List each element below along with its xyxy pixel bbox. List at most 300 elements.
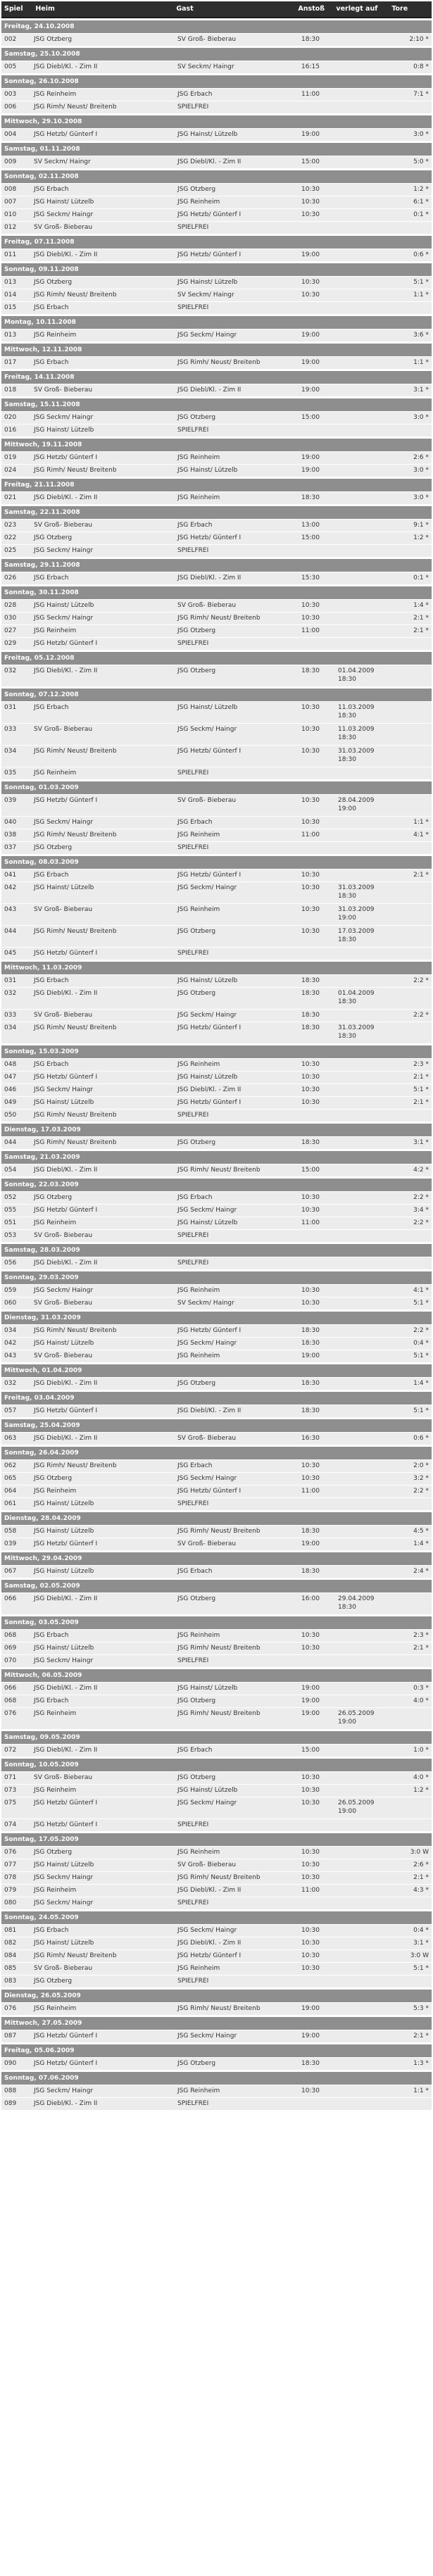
moved-to — [335, 1485, 390, 1497]
match-number: 060 — [4, 1300, 17, 1307]
moved-to — [335, 1885, 390, 1897]
kickoff-time: 11:00 — [301, 1887, 320, 1894]
home-team: JSG Erbach — [34, 359, 69, 366]
score: 2:2 * — [413, 1194, 429, 1201]
moved-to — [335, 1285, 390, 1297]
matchday-group — [1, 1831, 432, 1909]
matchday-date: Dienstag, 31.03.2009 — [1, 1309, 432, 1324]
kickoff-time: 19:00 — [301, 1685, 320, 1692]
match-row — [1, 816, 432, 829]
kickoff-time: 10:30 — [301, 2087, 320, 2094]
match-number: 063 — [4, 1435, 17, 1442]
match-number: 076 — [4, 2005, 17, 2012]
score: 1:1 * — [413, 359, 429, 366]
match-number: 044 — [4, 1139, 17, 1146]
home-team: JSG Diebl/Kl. - Zim II — [34, 2100, 98, 2107]
match-row — [1, 1350, 432, 1362]
kickoff-time: 10:30 — [301, 199, 320, 206]
matchday-date: Sonntag, 22.03.2009 — [1, 1176, 432, 1191]
moved-to — [335, 2030, 390, 2042]
match-number: 064 — [4, 1488, 17, 1495]
match-row — [1, 156, 432, 168]
score: 2:3 * — [413, 1632, 429, 1639]
kickoff-time — [299, 1257, 335, 1269]
away-team: JSG Rimh/ Neust/ Breitenb — [177, 615, 261, 622]
matchday-group — [1, 1417, 432, 1445]
matchday-date: Sonntag, 29.03.2009 — [1, 1269, 432, 1284]
home-team: JSG Rimh/ Neust/ Breitenb — [34, 831, 117, 838]
away-team: JSG Hetzb/ Günterf I — [177, 1099, 241, 1106]
home-team: JSG Seckm/ Haingr — [34, 211, 94, 218]
score: 3:0 W — [410, 1849, 429, 1856]
home-team: JSG Reinheim — [34, 1887, 77, 1894]
home-team: SV Groß- Bieberau — [34, 1012, 93, 1019]
home-team: SV Groß- Bieberau — [34, 1965, 93, 1972]
away-team: SPIELFREI — [177, 224, 209, 231]
header-tore[interactable]: Tore — [391, 5, 408, 13]
away-team: SV Seckm/ Haingr — [177, 1300, 234, 1307]
kickoff-time: 15:00 — [301, 1747, 320, 1754]
match-number: 077 — [4, 1861, 17, 1868]
kickoff-time: 10:30 — [301, 1475, 320, 1482]
score: 2:2 * — [413, 1488, 429, 1495]
moved-to — [335, 869, 390, 881]
match-number: 032 — [4, 990, 17, 997]
home-team: SV Seckm/ Haingr — [34, 158, 91, 165]
matchday-date: Sonntag, 07.06.2009 — [1, 2070, 432, 2085]
matchday-group — [1, 1757, 432, 1831]
kickoff-time: 16:00 — [301, 1595, 320, 1602]
moved-to — [335, 1433, 390, 1445]
matchday-date: Sonntag, 01.03.2009 — [1, 779, 432, 794]
moved-to — [335, 1230, 390, 1242]
match-row — [1, 1771, 432, 1784]
away-team: JSG Rimh/ Neust/ Breitenb — [177, 359, 261, 366]
matchday-date: Mittwoch, 29.04.2009 — [1, 1550, 432, 1565]
score: 0:3 * — [413, 1685, 429, 1692]
score: 2:1 * — [413, 1874, 429, 1881]
moved-to — [335, 1192, 390, 1204]
kickoff-time — [299, 1655, 335, 1667]
match-row — [1, 1472, 432, 1485]
score: 3:0 * — [413, 467, 429, 474]
home-team: JSG Hainst/ Lützelb — [34, 1568, 94, 1575]
match-row — [1, 451, 432, 464]
moved-to — [335, 1630, 390, 1642]
matchday-group — [1, 436, 432, 477]
away-team: JSG Hetzb/ Günterf I — [177, 1024, 241, 1031]
home-team: JSG Diebl/Kl. - Zim II — [34, 251, 98, 258]
match-number: 049 — [4, 1099, 17, 1106]
away-team: SPIELFREI — [177, 427, 209, 434]
kickoff-time — [299, 101, 335, 113]
away-team: JSG Hetzb/ Günterf I — [177, 1488, 241, 1495]
kickoff-time — [299, 2098, 335, 2110]
home-team: JSG Rimh/ Neust/ Breitenb — [34, 103, 117, 111]
score — [390, 1110, 432, 1121]
home-team: JSG Rimh/ Neust/ Breitenb — [34, 1952, 117, 1959]
kickoff-time: 10:30 — [301, 602, 320, 609]
home-team: JSG Diebl/Kl. - Zim II — [34, 667, 98, 674]
match-row — [1, 1592, 432, 1614]
match-row — [1, 221, 432, 234]
match-number: 021 — [4, 494, 17, 501]
moved-to — [335, 196, 390, 208]
header-verlegt[interactable]: verlegt auf — [336, 5, 378, 13]
moved-to — [335, 2098, 390, 2110]
kickoff-time: 18:30 — [301, 1024, 320, 1031]
header-anstoss[interactable]: Anstoß — [298, 5, 325, 13]
away-team: JSG Reinheim — [177, 1061, 220, 1068]
matchday-date: Samstag, 02.05.2009 — [1, 1578, 432, 1592]
score — [390, 842, 432, 854]
score: 0:4 * — [413, 1340, 429, 1347]
moved-to: 11.03.2009 18:30 — [338, 704, 375, 720]
score: 1:0 * — [413, 1747, 429, 1754]
matchday-date: Sonntag, 07.12.2008 — [1, 686, 432, 701]
away-team: SPIELFREI — [177, 1821, 209, 1828]
match-row — [1, 1204, 432, 1217]
moved-to — [335, 600, 390, 612]
score: 2:0 * — [413, 1462, 429, 1469]
away-team: SPIELFREI — [177, 304, 209, 311]
match-row — [1, 101, 432, 113]
score: 3:1 * — [413, 387, 429, 394]
match-row — [1, 1217, 432, 1229]
match-number: 085 — [4, 1965, 17, 1972]
score: 5:0 * — [413, 158, 429, 165]
match-row — [1, 745, 432, 767]
match-number: 032 — [4, 1380, 17, 1387]
away-team: JSG Erbach — [177, 522, 213, 529]
away-team: JSG Hainst/ Lützelb — [177, 1074, 238, 1081]
match-number: 051 — [4, 1219, 17, 1226]
home-team: JSG Hetzb/ Günterf I — [34, 797, 98, 804]
match-row — [1, 1432, 432, 1445]
match-row — [1, 384, 432, 396]
kickoff-time: 11:00 — [301, 1488, 320, 1495]
score — [390, 795, 432, 816]
matchday-date: Freitag, 14.11.2008 — [1, 369, 432, 384]
match-row — [1, 1337, 432, 1350]
matchday-group — [1, 1269, 432, 1309]
score: 2:1 * — [413, 627, 429, 634]
matchday-date: Freitag, 21.11.2008 — [1, 477, 432, 491]
home-team: JSG Hainst/ Lützelb — [34, 427, 94, 434]
score: 3:0 * — [413, 494, 429, 501]
home-team: JSG Seckm/ Haingr — [34, 1086, 94, 1093]
away-team: JSG Otzberg — [177, 928, 216, 935]
matchday-date: Freitag, 24.10.2008 — [1, 18, 432, 33]
match-number: 022 — [4, 534, 17, 541]
moved-to — [335, 829, 390, 841]
kickoff-time: 18:30 — [301, 667, 320, 674]
match-row — [1, 1377, 432, 1390]
header-gast[interactable]: Gast — [176, 5, 194, 13]
away-team: SPIELFREI — [177, 640, 209, 647]
moved-to — [335, 948, 390, 960]
score: 2:2 * — [413, 1012, 429, 1019]
match-row — [1, 637, 432, 650]
away-team: JSG Otzberg — [177, 2060, 216, 2067]
home-team: JSG Rimh/ Neust/ Breitenb — [34, 1462, 117, 1469]
home-team: JSG Otzberg — [34, 1475, 73, 1482]
match-number: 087 — [4, 2032, 17, 2040]
kickoff-time: 10:30 — [301, 884, 320, 891]
kickoff-time: 18:30 — [301, 494, 320, 501]
score — [390, 926, 432, 947]
match-row — [1, 1629, 432, 1642]
moved-to — [335, 1460, 390, 1472]
match-number: 070 — [4, 1657, 17, 1664]
score: 2:6 * — [413, 1861, 429, 1868]
match-number: 006 — [4, 103, 17, 111]
kickoff-time: 10:30 — [301, 748, 320, 755]
moved-to — [335, 1350, 390, 1362]
match-number: 035 — [4, 769, 17, 777]
home-team: JSG Erbach — [34, 872, 69, 879]
matchday-group — [1, 779, 432, 854]
matchday-date: Sonntag, 02.11.2008 — [1, 168, 432, 183]
score: 2:1 * — [413, 2032, 429, 2040]
matchday-date: Samstag, 15.11.2008 — [1, 396, 432, 411]
match-number: 042 — [4, 884, 17, 891]
match-row — [1, 2002, 432, 2015]
match-row — [1, 1897, 432, 1909]
matchday-date: Mittwoch, 01.04.2009 — [1, 1362, 432, 1377]
match-row — [1, 701, 432, 723]
home-team: JSG Erbach — [34, 977, 69, 984]
home-team: JSG Rimh/ Neust/ Breitenb — [34, 467, 117, 474]
match-row — [1, 903, 432, 925]
kickoff-time: 10:30 — [301, 1927, 320, 1934]
matchday-date: Freitag, 03.04.2009 — [1, 1390, 432, 1405]
away-team: JSG Hainst/ Lützelb — [177, 279, 238, 286]
moved-to — [335, 1325, 390, 1337]
away-team: JSG Hainst/ Lützelb — [177, 467, 238, 474]
moved-to — [335, 1963, 390, 1975]
away-team: JSG Seckm/ Haingr — [177, 726, 237, 733]
home-team: JSG Hetzb/ Günterf I — [34, 1799, 98, 1807]
match-number: 031 — [4, 704, 17, 711]
score: 1:4 * — [413, 1540, 429, 1547]
match-number: 052 — [4, 1194, 17, 1201]
home-team: JSG Rimh/ Neust/ Breitenb — [34, 748, 117, 755]
home-team: JSG Hainst/ Lützelb — [34, 602, 94, 609]
matchday-date: Sonntag, 03.05.2009 — [1, 1614, 432, 1629]
kickoff-time: 10:30 — [301, 797, 320, 804]
away-team: JSG Seckm/ Haingr — [177, 1799, 237, 1807]
match-number: 029 — [4, 640, 17, 647]
matchday-group — [1, 1614, 432, 1667]
kickoff-time: 10:30 — [301, 615, 320, 622]
moved-to — [335, 425, 390, 436]
match-row — [1, 1797, 432, 1818]
away-team: JSG Rimh/ Neust/ Breitenb — [177, 1167, 261, 1174]
header-heim[interactable]: Heim — [35, 5, 55, 13]
matchday-group — [1, 584, 432, 650]
home-team: JSG Otzberg — [34, 36, 73, 43]
match-row — [1, 128, 432, 141]
moved-to — [335, 1566, 390, 1578]
score: 3:2 * — [413, 1475, 429, 1482]
moved-to — [335, 329, 390, 341]
match-number: 054 — [4, 1167, 17, 1174]
home-team: JSG Hetzb/ Günterf I — [34, 1207, 98, 1214]
away-team: SV Seckm/ Haingr — [177, 63, 234, 70]
matchday-group — [1, 960, 432, 1043]
away-team: JSG Hetzb/ Günterf I — [177, 211, 241, 218]
away-team: JSG Hetzb/ Günterf I — [177, 1327, 241, 1334]
match-number: 069 — [4, 1645, 17, 1652]
kickoff-time: 19:00 — [301, 359, 320, 366]
kickoff-time: 10:30 — [301, 1086, 320, 1093]
score: 5:3 * — [413, 2005, 429, 2012]
score — [390, 702, 432, 723]
moved-to — [335, 572, 390, 584]
moved-to — [335, 532, 390, 544]
kickoff-time: 10:30 — [301, 1462, 320, 1469]
matchday-date: Dienstag, 26.05.2009 — [1, 1987, 432, 2002]
moved-to — [335, 1655, 390, 1667]
match-row — [1, 1818, 432, 1831]
moved-to — [335, 452, 390, 464]
match-row — [1, 1109, 432, 1121]
kickoff-time: 18:30 — [301, 36, 320, 43]
match-row — [1, 464, 432, 477]
home-team: JSG Hetzb/ Günterf I — [34, 640, 98, 647]
moved-to — [335, 1405, 390, 1417]
score — [390, 1819, 432, 1831]
match-row — [1, 1949, 432, 1962]
match-row — [1, 794, 432, 816]
away-team: JSG Reinheim — [177, 454, 220, 461]
match-row — [1, 1525, 432, 1538]
score: 6:1 * — [413, 199, 429, 206]
moved-to — [335, 1950, 390, 1962]
matchday-date: Samstag, 21.03.2009 — [1, 1149, 432, 1164]
matchday-date: Freitag, 05.06.2009 — [1, 2042, 432, 2057]
moved-to — [335, 1538, 390, 1550]
moved-to — [335, 277, 390, 289]
kickoff-time — [299, 1230, 335, 1242]
kickoff-time: 19:00 — [301, 1540, 320, 1547]
match-row — [1, 1846, 432, 1859]
away-team: JSG Diebl/Kl. - Zim II — [177, 1086, 241, 1093]
home-team: JSG Reinheim — [34, 769, 77, 777]
score: 1:3 * — [413, 2060, 429, 2067]
kickoff-time — [299, 1819, 335, 1831]
score: 2:4 * — [413, 1568, 429, 1575]
away-team: JSG Diebl/Kl. - Zim II — [177, 1407, 241, 1414]
home-team: JSG Hainst/ Lützelb — [34, 1099, 94, 1106]
away-team: JSG Seckm/ Haingr — [177, 1012, 237, 1019]
kickoff-time: 18:30 — [301, 1327, 320, 1334]
matchday-date: Sonntag, 10.05.2009 — [1, 1757, 432, 1771]
home-team: JSG Rimh/ Neust/ Breitenb — [34, 291, 117, 299]
away-team: JSG Hetzb/ Günterf I — [177, 1952, 241, 1959]
moved-to — [335, 209, 390, 221]
match-number: 043 — [4, 906, 17, 913]
matchday-date: Mittwoch, 19.11.2008 — [1, 436, 432, 451]
match-row — [1, 1642, 432, 1654]
match-row — [1, 1071, 432, 1083]
match-number: 042 — [4, 1340, 17, 1347]
match-row — [1, 1871, 432, 1884]
matchday-group — [1, 1550, 432, 1578]
moved-to — [335, 34, 390, 46]
away-team: SV Groß- Bieberau — [177, 1861, 237, 1868]
kickoff-time: 10:30 — [301, 1061, 320, 1068]
matchday-date: Freitag, 05.12.2008 — [1, 650, 432, 665]
home-team: JSG Erbach — [34, 186, 69, 193]
matchday-group — [1, 1121, 432, 1149]
score: 5:1 * — [413, 1300, 429, 1307]
score: 2:1 * — [413, 1074, 429, 1081]
match-number: 005 — [4, 63, 17, 70]
match-row — [1, 723, 432, 745]
match-number: 007 — [4, 199, 17, 206]
score: 2:1 * — [413, 1099, 429, 1106]
home-team: JSG Erbach — [34, 1061, 69, 1068]
matchday-date: Mittwoch, 12.11.2008 — [1, 341, 432, 356]
matchday-date: Mittwoch, 29.10.2008 — [1, 113, 432, 128]
moved-to: 26.05.2009 19:00 — [338, 1710, 375, 1726]
header-spiel[interactable]: Spiel — [4, 5, 23, 13]
away-team: SPIELFREI — [177, 1899, 209, 1906]
kickoff-time: 11:00 — [301, 831, 320, 838]
kickoff-time: 19:00 — [301, 454, 320, 461]
kickoff-time: 11:00 — [301, 1219, 320, 1226]
score — [390, 665, 432, 686]
moved-to — [335, 465, 390, 477]
moved-to: 31.03.2009 18:30 — [338, 884, 375, 900]
matchday-group — [1, 396, 432, 436]
match-number: 072 — [4, 1747, 17, 1754]
home-team: JSG Hetzb/ Günterf I — [34, 131, 98, 138]
moved-to — [335, 520, 390, 532]
match-number: 017 — [4, 359, 17, 366]
away-team: JSG Otzberg — [177, 990, 216, 997]
matchday-date: Samstag, 25.10.2008 — [1, 46, 432, 61]
match-row — [1, 1136, 432, 1149]
away-team: JSG Seckm/ Haingr — [177, 1927, 237, 1934]
moved-to: 11.03.2009 18:30 — [338, 726, 375, 741]
match-row — [1, 411, 432, 424]
match-row — [1, 183, 432, 196]
moved-to — [335, 1526, 390, 1538]
away-team: JSG Reinheim — [177, 2087, 220, 2094]
home-team: JSG Reinheim — [34, 1219, 77, 1226]
score: 5:1 * — [413, 279, 429, 286]
match-number: 046 — [4, 1086, 17, 1093]
kickoff-time: 10:30 — [301, 1632, 320, 1639]
match-number: 003 — [4, 91, 17, 98]
kickoff-time — [299, 1498, 335, 1510]
match-row — [1, 1324, 432, 1337]
kickoff-time: 16:30 — [301, 1435, 320, 1442]
away-team: JSG Seckm/ Haingr — [177, 2032, 237, 2040]
away-team: SPIELFREI — [177, 1112, 209, 1119]
match-number: 041 — [4, 872, 17, 879]
home-team: JSG Hetzb/ Günterf I — [34, 2060, 98, 2067]
away-team: SV Groß- Bieberau — [177, 36, 237, 43]
moved-to — [335, 1298, 390, 1309]
moved-to — [335, 817, 390, 829]
match-number: 040 — [4, 819, 17, 826]
match-number: 073 — [4, 1787, 17, 1794]
matchday-date: Sonntag, 30.11.2008 — [1, 584, 432, 599]
